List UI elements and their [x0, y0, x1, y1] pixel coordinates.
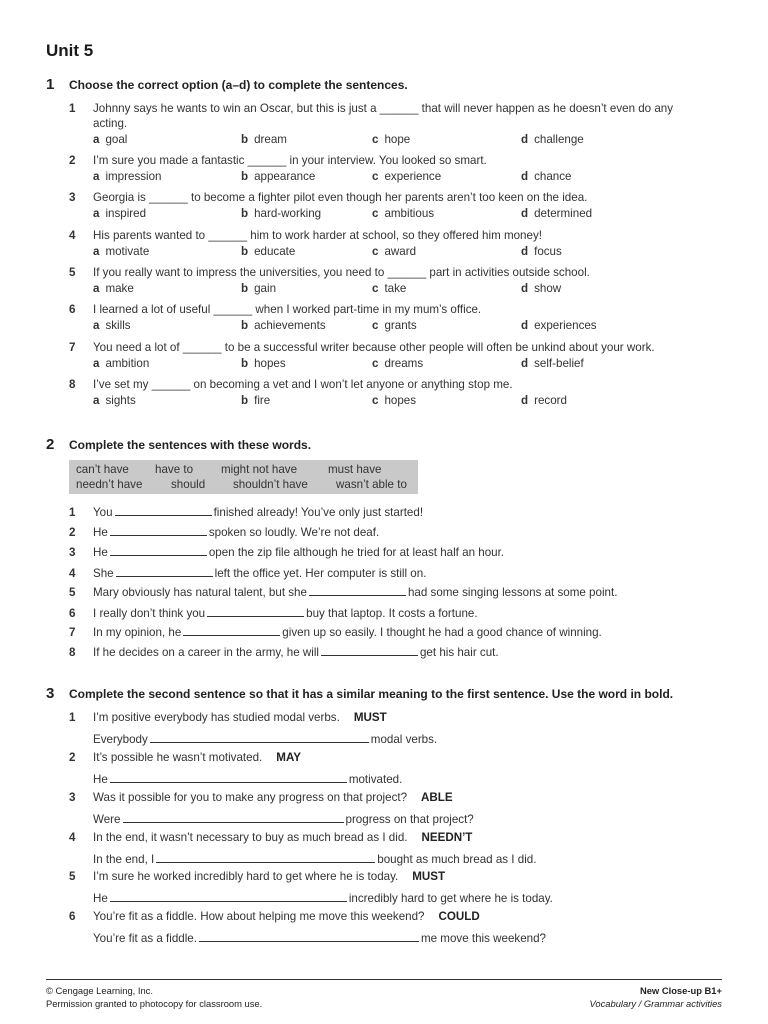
sentence-start: Mary obviously has natural talent, but she — [93, 586, 307, 599]
footer-right — [589, 985, 722, 1010]
option-text: sights — [105, 394, 136, 407]
sentence-line — [69, 644, 499, 659]
sentence-line — [69, 565, 426, 580]
option-letter: a — [93, 357, 100, 370]
sentence-end: left the office yet. Her computer is still on. — [214, 567, 427, 580]
answer-option[interactable] — [93, 245, 149, 258]
option-text: make — [105, 282, 134, 295]
options-row — [93, 133, 713, 148]
option-text: gain — [254, 282, 277, 295]
item-number: 3 — [69, 546, 76, 559]
keyword: ABLE — [421, 791, 453, 804]
answer-option[interactable] — [241, 133, 287, 146]
answer-option[interactable] — [521, 394, 567, 407]
option-text: achievements — [254, 319, 326, 332]
word-box-item: must have — [328, 463, 382, 476]
original-sentence: I’m positive everybody has studied modal verbs. — [93, 711, 340, 724]
option-text: impression — [105, 170, 162, 183]
option-letter: d — [521, 394, 529, 407]
exercise-1-heading — [46, 76, 408, 93]
answer-blank[interactable] — [116, 565, 213, 577]
options-row — [93, 207, 713, 222]
option-letter: c — [372, 207, 379, 220]
answer-option[interactable] — [372, 207, 434, 220]
question-stem — [69, 340, 709, 355]
exercise-number: 1 — [46, 76, 55, 93]
sentence-start: In my opinion, he — [93, 626, 182, 639]
item-number: 8 — [69, 646, 76, 659]
answer-option[interactable] — [372, 245, 416, 258]
options-row — [93, 170, 713, 185]
section-title: Vocabulary / Grammar activities — [589, 997, 722, 1009]
option-text: challenge — [534, 133, 584, 146]
answer-option[interactable] — [372, 133, 410, 146]
sentence-start: If he decides on a career in the army, he will — [93, 646, 319, 659]
answer-blank[interactable] — [150, 731, 369, 743]
answer-blank[interactable] — [199, 930, 419, 942]
sentence-end: had some singing lessons at some point. — [407, 586, 618, 599]
second-sentence — [93, 811, 474, 826]
option-letter: a — [93, 207, 100, 220]
option-letter: a — [93, 245, 100, 258]
exercise-3-heading — [46, 685, 673, 702]
item-number: 2 — [69, 526, 76, 539]
question-stem — [69, 228, 709, 243]
answer-option[interactable] — [372, 357, 423, 370]
first-sentence — [69, 751, 301, 764]
option-letter: b — [241, 394, 249, 407]
word-box — [69, 460, 418, 494]
answer-option[interactable] — [521, 319, 597, 332]
question-stem — [69, 190, 709, 205]
option-text: hard-working — [254, 207, 322, 220]
option-text: hopes — [384, 394, 417, 407]
answer-option[interactable] — [372, 394, 416, 407]
second-sentence — [93, 771, 402, 786]
answer-blank[interactable] — [309, 584, 406, 596]
exercise-instruction: Choose the correct option (a–d) to complete the sentences. — [69, 78, 408, 92]
sentence-start: He — [93, 526, 108, 539]
first-sentence — [69, 711, 387, 724]
question-stem — [69, 101, 709, 131]
item-number: 3 — [69, 791, 76, 804]
option-text: educate — [254, 245, 296, 258]
answer-blank[interactable] — [183, 624, 280, 636]
question-number: 6 — [69, 303, 76, 316]
answer-option[interactable] — [93, 357, 149, 370]
item-number: 7 — [69, 626, 76, 639]
footer-divider — [46, 979, 722, 980]
question-stem — [69, 302, 709, 317]
option-letter: b — [241, 245, 249, 258]
option-letter: c — [372, 170, 379, 183]
copyright-text: © Cengage Learning, Inc. — [46, 985, 153, 996]
word-box-item: needn’t have — [76, 478, 143, 491]
sentence-start: You — [93, 506, 113, 519]
option-letter: d — [521, 170, 529, 183]
option-text: motivate — [105, 245, 150, 258]
answer-option[interactable] — [241, 170, 315, 183]
word-box-item: can’t have — [76, 463, 129, 476]
option-letter: d — [521, 357, 529, 370]
answer-blank[interactable] — [123, 811, 344, 823]
option-text: ambition — [105, 357, 150, 370]
sentence-end: progress on that project? — [345, 813, 474, 826]
exercise-instruction: Complete the second sentence so that it has a similar meaning to the first sentence. Use the word in bold. — [69, 687, 674, 701]
option-text: inspired — [105, 207, 147, 220]
word-box-item: wasn’t able to — [336, 478, 407, 491]
answer-option[interactable] — [93, 282, 134, 295]
answer-blank[interactable] — [110, 544, 207, 556]
unit-title: Unit 5 — [46, 41, 94, 60]
question-number: 1 — [69, 102, 76, 115]
option-letter: c — [372, 133, 379, 146]
option-text: chance — [534, 170, 572, 183]
sentence-line — [69, 584, 617, 599]
option-text: appearance — [254, 170, 316, 183]
option-text: take — [384, 282, 407, 295]
sentence-end: me move this weekend? — [420, 932, 547, 945]
option-text: award — [384, 245, 417, 258]
option-text: dream — [254, 133, 287, 146]
answer-option[interactable] — [521, 357, 584, 370]
option-letter: a — [93, 133, 100, 146]
sentence-end: modal verbs. — [370, 733, 438, 746]
answer-blank[interactable] — [115, 504, 212, 516]
option-text: focus — [534, 245, 562, 258]
item-number: 2 — [69, 751, 76, 764]
option-text: show — [534, 282, 562, 295]
sentence-start: She — [93, 567, 114, 580]
option-letter: c — [372, 245, 379, 258]
keyword: COULD — [438, 910, 480, 923]
option-letter: b — [241, 282, 249, 295]
option-letter: d — [521, 133, 529, 146]
option-text: determined — [534, 207, 593, 220]
option-letter: c — [372, 282, 379, 295]
option-letter: a — [93, 170, 100, 183]
question-number: 7 — [69, 341, 76, 354]
sentence-end: open the zip file although he tried for at least half an hour. — [208, 546, 505, 559]
option-letter: b — [241, 207, 249, 220]
question-text: I’m sure you made a fantastic ______ in your interview. You looked so smart. — [93, 154, 487, 167]
option-text: fire — [254, 394, 271, 407]
answer-blank[interactable] — [321, 644, 418, 656]
answer-option[interactable] — [93, 133, 127, 146]
question-text: You need a lot of ______ to be a successful writer because other people will often be unkind about your work. — [93, 341, 655, 354]
sentence-start: I really don’t think you — [93, 607, 206, 620]
original-sentence: I’m sure he worked incredibly hard to get where he is today. — [93, 870, 399, 883]
word-box-item: might not have — [221, 463, 298, 476]
option-letter: c — [372, 394, 379, 407]
item-number: 1 — [69, 711, 76, 724]
question-text: If you really want to impress the universities, you need to ______ part in activities outside school. — [93, 266, 590, 279]
option-text: dreams — [384, 357, 424, 370]
answer-blank[interactable] — [110, 771, 347, 783]
word-box-item: should — [171, 478, 206, 491]
first-sentence — [69, 831, 472, 844]
keyword: NEEDN’T — [421, 831, 473, 844]
sentence-end: motivated. — [348, 773, 403, 786]
exercise-number: 3 — [46, 685, 55, 702]
second-sentence — [93, 731, 437, 746]
option-letter: b — [241, 170, 249, 183]
answer-option[interactable] — [241, 319, 326, 332]
answer-option[interactable] — [372, 170, 441, 183]
exercise-instruction: Complete the sentences with these words. — [69, 438, 312, 452]
answer-blank[interactable] — [207, 605, 304, 617]
question-number: 4 — [69, 229, 76, 242]
answer-option[interactable] — [372, 319, 417, 332]
option-text: goal — [105, 133, 128, 146]
question-number: 8 — [69, 378, 76, 391]
answer-blank[interactable] — [110, 890, 347, 902]
sentence-start: Were — [93, 813, 121, 826]
option-letter: d — [521, 282, 529, 295]
answer-option[interactable] — [372, 282, 406, 295]
answer-option[interactable] — [241, 282, 276, 295]
options-row — [93, 319, 713, 334]
answer-option[interactable] — [93, 319, 131, 332]
answer-option[interactable] — [241, 394, 270, 407]
question-stem — [69, 153, 709, 168]
option-letter: a — [93, 394, 100, 407]
answer-blank[interactable] — [156, 851, 375, 863]
sentence-end: given up so easily. I thought he had a good chance of winning. — [282, 626, 602, 639]
sentence-line — [69, 544, 504, 559]
question-text: I’ve set my ______ on becoming a vet and I won’t let anyone or anything stop me. — [93, 378, 513, 391]
option-text: record — [534, 394, 567, 407]
sentence-start: In the end, I — [93, 853, 155, 866]
first-sentence — [69, 910, 480, 923]
option-letter: c — [372, 319, 379, 332]
option-text: hope — [384, 133, 411, 146]
sentence-end: finished already! You’ve only just started! — [213, 506, 424, 519]
option-text: ambitious — [384, 207, 435, 220]
option-letter: d — [521, 245, 529, 258]
keyword: MUST — [353, 711, 387, 724]
sentence-start: He — [93, 892, 108, 905]
option-text: experiences — [534, 319, 597, 332]
question-stem — [69, 265, 709, 280]
sentence-start: He — [93, 773, 108, 786]
answer-option[interactable] — [521, 133, 584, 146]
sentence-end: spoken so loudly. We’re not deaf. — [208, 526, 380, 539]
item-number: 4 — [69, 567, 76, 580]
sentence-end: buy that laptop. It costs a fortune. — [306, 607, 478, 620]
option-text: self-belief — [534, 357, 584, 370]
word-box-item: shouldn’t have — [233, 478, 308, 491]
option-letter: a — [93, 319, 100, 332]
item-number: 6 — [69, 910, 76, 923]
item-number: 1 — [69, 506, 76, 519]
item-number: 5 — [69, 586, 76, 599]
option-letter: d — [521, 319, 529, 332]
footer-left — [46, 985, 262, 1010]
option-letter: b — [241, 133, 249, 146]
first-sentence — [69, 870, 445, 883]
first-sentence — [69, 791, 453, 804]
answer-option[interactable] — [93, 207, 146, 220]
sentence-end: incredibly hard to get where he is today. — [348, 892, 553, 905]
keyword: MUST — [412, 870, 446, 883]
keyword: MAY — [276, 751, 301, 764]
option-letter: c — [372, 357, 379, 370]
original-sentence: Was it possible for you to make any progress on that project? — [93, 791, 408, 804]
question-text: Georgia is ______ to become a fighter pilot even though her parents aren’t too keen on the idea. — [93, 191, 588, 204]
item-number: 6 — [69, 607, 76, 620]
question-number: 3 — [69, 191, 76, 204]
answer-blank[interactable] — [110, 524, 207, 536]
option-text: experience — [384, 170, 442, 183]
option-text: hopes — [254, 357, 286, 370]
options-row — [93, 357, 713, 372]
permission-text: Permission granted to photocopy for classroom use. — [46, 997, 263, 1009]
second-sentence — [93, 851, 536, 866]
sentence-line — [69, 504, 423, 519]
sentence-line — [69, 624, 602, 639]
sentence-end: get his hair cut. — [419, 646, 499, 659]
sentence-start: Everybody — [93, 733, 148, 746]
second-sentence — [93, 890, 553, 905]
question-text: I learned a lot of useful ______ when I worked part-time in my mum’s office. — [93, 303, 482, 316]
answer-option[interactable] — [241, 207, 321, 220]
question-number: 5 — [69, 266, 76, 279]
answer-option[interactable] — [241, 357, 286, 370]
option-text: skills — [105, 319, 131, 332]
sentence-line — [69, 605, 478, 620]
answer-option[interactable] — [521, 245, 562, 258]
answer-option[interactable] — [521, 207, 592, 220]
answer-option[interactable] — [521, 282, 561, 295]
original-sentence: You’re fit as a fiddle. How about helping me move this weekend? — [93, 910, 425, 923]
exercise-2-heading — [46, 436, 311, 453]
options-row — [93, 282, 713, 297]
answer-option[interactable] — [93, 394, 136, 407]
original-sentence: It’s possible he wasn’t motivated. — [93, 751, 263, 764]
item-number: 4 — [69, 831, 76, 844]
option-letter: b — [241, 357, 249, 370]
book-title: New Close-up B1+ — [639, 985, 722, 996]
answer-option[interactable] — [241, 245, 295, 258]
answer-option[interactable] — [93, 170, 162, 183]
word-box-item: have to — [155, 463, 194, 476]
second-sentence — [93, 930, 546, 945]
option-letter: d — [521, 207, 529, 220]
option-letter: a — [93, 282, 100, 295]
option-text: grants — [384, 319, 417, 332]
question-number: 2 — [69, 154, 76, 167]
question-text: His parents wanted to ______ him to work harder at school, so they offered him money! — [93, 229, 542, 242]
item-number: 5 — [69, 870, 76, 883]
sentence-line — [69, 524, 379, 539]
sentence-start: He — [93, 546, 108, 559]
sentence-start: You’re fit as a fiddle. — [93, 932, 197, 945]
options-row — [93, 394, 713, 409]
sentence-end: bought as much bread as I did. — [377, 853, 537, 866]
question-stem — [69, 377, 709, 392]
original-sentence: In the end, it wasn’t necessary to buy as much bread as I did. — [93, 831, 408, 844]
options-row — [93, 245, 713, 260]
answer-option[interactable] — [521, 170, 571, 183]
exercise-number: 2 — [46, 436, 55, 453]
question-text: Johnny says he wants to win an Oscar, but this is just a ______ that will never happen as he doesn’t even do any acting. — [93, 102, 674, 130]
option-letter: b — [241, 319, 249, 332]
